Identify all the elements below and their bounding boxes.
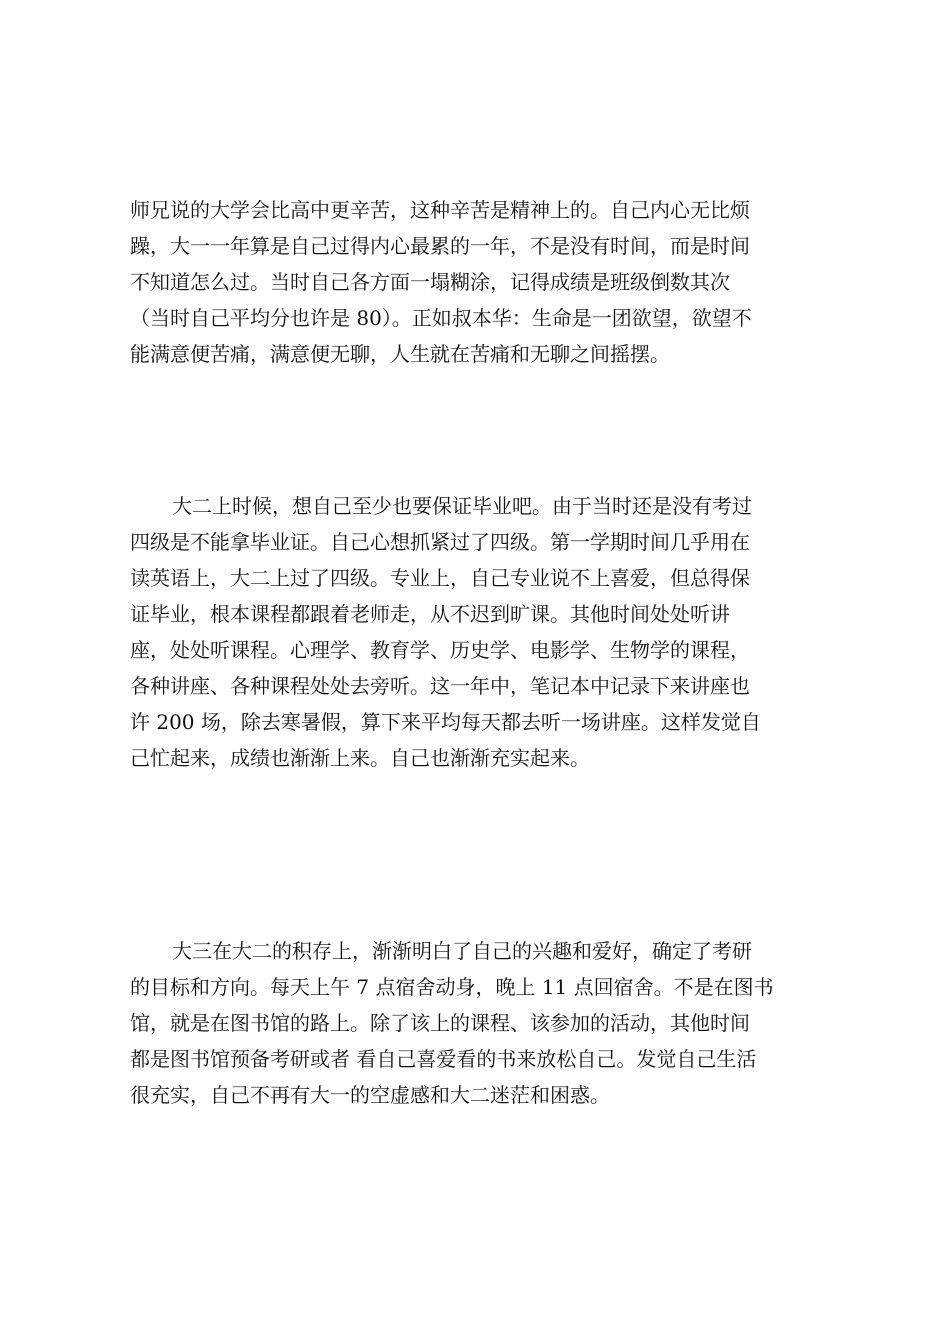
text-line: 师兄说的大学会比高中更辛苦，这种辛苦是精神上的。自己内心无比烦: [130, 198, 750, 222]
text-line: 的目标和方向。每天上午 7 点宿舍动身，晚上 11 点回宿舍。不是在图书: [130, 975, 774, 999]
text-line: 不知道怎么过。当时自己各方面一塌糊涂，记得成绩是班级倒数其次: [130, 270, 730, 294]
paragraph-2: [130, 488, 830, 776]
text-line: 都是图书馆预备考研或者 看自己喜爱看的书来放松自己。发觉自己生活: [130, 1047, 757, 1071]
text-line: 读英语上，大二上过了四级。专业上，自己专业说不上喜爱，但总得保: [130, 566, 750, 590]
text-line: 躁，大一一年算是自己过得内心最累的一年，不是没有时间，而是时间: [130, 234, 750, 258]
text-line: 许 200 场，除去寒暑假，算下来平均每天都去听一场讲座。这样发觉自: [130, 710, 761, 734]
text-line: 大三在大二的积存上，渐渐明白了自己的兴趣和爱好，确定了考研: [172, 939, 752, 963]
paragraph-1: [130, 192, 830, 372]
text-line: （当时自己平均分也许是 80）。正如叔本华：生命是一团欲望，欲望不: [130, 306, 752, 330]
paragraph-3: [130, 933, 830, 1113]
text-line: 馆，就是在图书馆的路上。除了该上的课程、该参加的活动，其他时间: [130, 1011, 750, 1035]
text-line: 己忙起来，成绩也渐渐上来。自己也渐渐充实起来。: [130, 746, 590, 770]
text-line: 座，处处听课程。心理学、教育学、历史学、电影学、生物学的课程，: [130, 638, 750, 662]
text-line: 能满意便苦痛，满意便无聊，人生就在苦痛和无聊之间摇摆。: [130, 342, 670, 366]
text-line: 四级是不能拿毕业证。自己心想抓紧过了四级。第一学期时间几乎用在: [130, 530, 750, 554]
text-line: 大二上时候，想自己至少也要保证毕业吧。由于当时还是没有考过: [172, 494, 752, 518]
text-line: 证毕业，根本课程都跟着老师走，从不迟到旷课。其他时间处处听讲: [130, 602, 730, 626]
text-line: 很充实，自己不再有大一的空虚感和大二迷茫和困惑。: [130, 1083, 610, 1107]
text-line: 各种讲座、各种课程处处去旁听。这一年中，笔记本中记录下来讲座也: [130, 674, 750, 698]
